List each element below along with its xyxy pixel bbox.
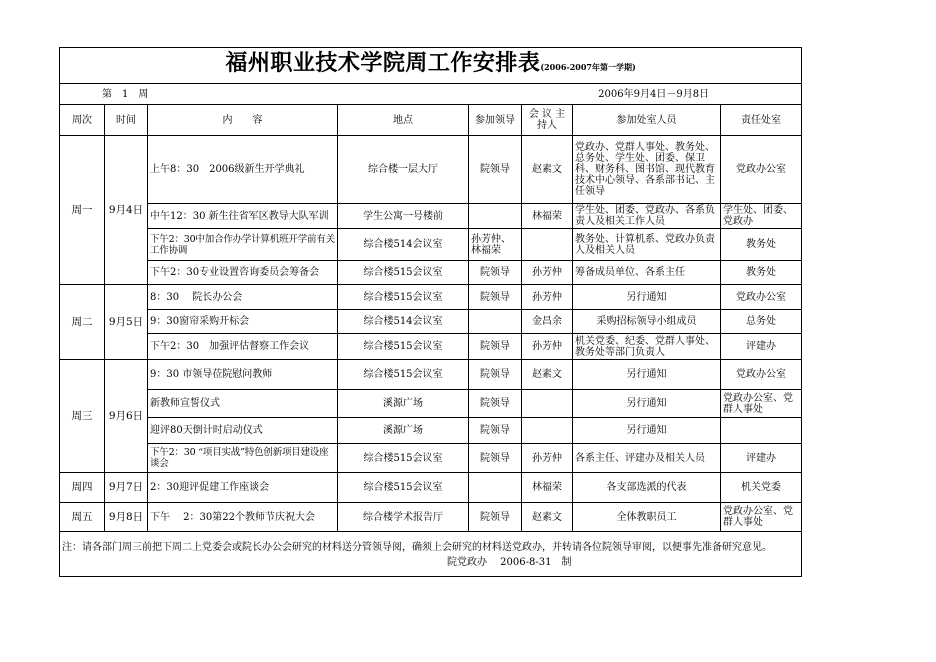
content-cell: 新教师宣誓仪式 [148, 390, 338, 418]
content-cell: 9：30窗帘采购开标会 [148, 310, 338, 334]
date-range: 2006年9月4日－9月8日 [598, 88, 710, 100]
host-cell: 金昌余 [522, 310, 573, 334]
host-cell: 孙芳仲 [522, 261, 573, 285]
depts-cell: 机关党委、纪委、党群人事处、教务处等部门负责人 [573, 334, 721, 360]
location-cell: 综合楼515会议室 [338, 360, 469, 390]
location-cell: 综合楼515会议室 [338, 261, 469, 285]
depts-cell: 另行通知 [573, 390, 721, 418]
depts-cell: 另行通知 [573, 360, 721, 390]
host-cell: 林福荣 [522, 473, 573, 503]
semester-label: (2006-2007年第一学期) [540, 62, 636, 72]
header-date: 时间 [105, 105, 148, 136]
content-cell: 下午2：30专业设置咨询委员会筹备会 [148, 261, 338, 285]
resp-cell: 机关党委 [721, 473, 802, 503]
content-cell: 下午2：30 加强评估督察工作会议 [148, 334, 338, 360]
location-cell: 综合楼515会议室 [338, 334, 469, 360]
host-cell [522, 390, 573, 418]
header-host: 会 议 主持人 [522, 105, 573, 136]
leader-cell: 院领导 [469, 390, 522, 418]
table-row [60, 444, 802, 473]
resp-cell: 党政办公室、党群人事处 [721, 503, 802, 532]
location-cell: 综合楼一层大厅 [338, 136, 469, 204]
table-row [60, 261, 802, 285]
leader-cell: 院领导 [469, 444, 522, 473]
table-row [60, 204, 802, 229]
table-row [60, 360, 802, 390]
leader-cell: 院领导 [469, 334, 522, 360]
leader-cell [469, 310, 522, 334]
depts-cell: 筹备成员单位、各系主任 [573, 261, 721, 285]
day-cell: 周三 [60, 360, 105, 473]
content-cell: 下午2：30 “项目实战”特色创新项目建设座谈会 [148, 444, 338, 473]
leader-cell [469, 204, 522, 229]
resp-cell: 党政办公室 [721, 360, 802, 390]
location-cell: 综合楼515会议室 [338, 285, 469, 310]
host-cell [522, 418, 573, 444]
resp-cell [721, 418, 802, 444]
depts-cell: 学生处、团委、党政办、各系负责人及相关工作人员 [573, 204, 721, 229]
title-cell [60, 48, 802, 84]
date-cell: 9月5日 [105, 285, 148, 360]
title-row [60, 48, 802, 84]
host-cell: 赵素文 [522, 360, 573, 390]
content-cell: 中午12：30 新生往省军区教导大队军训 [148, 204, 338, 229]
schedule-table [59, 47, 802, 577]
resp-cell: 评建办 [721, 444, 802, 473]
table-row [60, 136, 802, 204]
host-cell: 林福荣 [522, 204, 573, 229]
depts-cell: 各系主任、评建办及相关人员 [573, 444, 721, 473]
day-cell: 周四 [60, 473, 105, 503]
leader-cell: 院领导 [469, 503, 522, 532]
content-cell: 9：30 市领导莅院慰问教师 [148, 360, 338, 390]
resp-cell: 教务处 [721, 261, 802, 285]
header-resp: 责任处室 [721, 105, 802, 136]
content-cell: 下午 2：30第22个教师节庆祝大会 [148, 503, 338, 532]
depts-cell: 教务处、计算机系、党政办负责人及相关人员 [573, 229, 721, 261]
week-label: 第 1 周 [102, 88, 149, 100]
date-cell: 9月6日 [105, 360, 148, 473]
week-info-cell [60, 84, 802, 105]
location-cell: 综合楼学术报告厅 [338, 503, 469, 532]
date-cell: 9月4日 [105, 136, 148, 285]
leader-cell: 院领导 [469, 136, 522, 204]
resp-cell: 学生处、团委、党政办 [721, 204, 802, 229]
leader-cell: 院领导 [469, 418, 522, 444]
table-row [60, 418, 802, 444]
resp-cell: 教务处 [721, 229, 802, 261]
resp-cell: 党政办公室 [721, 136, 802, 204]
location-cell: 学生公寓一号楼前 [338, 204, 469, 229]
resp-cell: 党政办公室、党群人事处 [721, 390, 802, 418]
host-cell: 孙芳仲 [522, 334, 573, 360]
table-row [60, 473, 802, 503]
depts-cell: 另行通知 [573, 285, 721, 310]
header-leader: 参加领导 [469, 105, 522, 136]
page-title: 福州职业技术学院周工作安排表 [225, 50, 541, 76]
day-cell: 周二 [60, 285, 105, 360]
location-cell: 综合楼515会议室 [338, 444, 469, 473]
resp-cell: 评建办 [721, 334, 802, 360]
day-cell: 周一 [60, 136, 105, 285]
leader-cell: 院领导 [469, 261, 522, 285]
leader-cell: 院领导 [469, 360, 522, 390]
depts-cell: 各支部选派的代表 [573, 473, 721, 503]
table-row [60, 503, 802, 532]
host-cell [522, 229, 573, 261]
table-row [60, 285, 802, 310]
table-row [60, 334, 802, 360]
depts-cell: 党政办、党群人事处、教务处、总务处、学生处、团委、保卫科、财务科、图书馆、现代教育技术中心领导、各系部书记、主任领导 [573, 136, 721, 204]
note-cell [60, 532, 802, 577]
resp-cell: 党政办公室 [721, 285, 802, 310]
header-location: 地点 [338, 105, 469, 136]
content-cell: 迎评80天倒计时启动仪式 [148, 418, 338, 444]
location-cell: 溪源广场 [338, 390, 469, 418]
content-cell: 上午8：30 2006级新生开学典礼 [148, 136, 338, 204]
host-cell: 赵素文 [522, 136, 573, 204]
header-content: 内 容 [148, 105, 338, 136]
header-day: 周次 [60, 105, 105, 136]
location-cell: 综合楼514会议室 [338, 229, 469, 261]
table-row [60, 229, 802, 261]
week-info-row [60, 84, 802, 105]
note-row [60, 532, 802, 577]
content-cell: 8：30 院长办公会 [148, 285, 338, 310]
depts-cell: 采购招标领导小组成员 [573, 310, 721, 334]
leader-cell [469, 473, 522, 503]
header-depts: 参加处室人员 [573, 105, 721, 136]
host-cell: 孙芳仲 [522, 444, 573, 473]
location-cell: 综合楼514会议室 [338, 310, 469, 334]
location-cell: 综合楼515会议室 [338, 473, 469, 503]
resp-cell: 总务处 [721, 310, 802, 334]
leader-cell: 院领导 [469, 285, 522, 310]
date-cell: 9月8日 [105, 503, 148, 532]
content-cell: 下午2：30中加合作办学计算机班开学前有关工作协调 [148, 229, 338, 261]
depts-cell: 全体教职员工 [573, 503, 721, 532]
signature: 院党政办 2006-8-31 制 [447, 557, 572, 568]
day-cell: 周五 [60, 503, 105, 532]
leader-cell: 孙芳仲、林福荣 [469, 229, 522, 261]
note-text: 注：请各部门周三前把下周二上党委会或院长办公会研究的材料送分管领导阅，确须上会研究的材料送党政办，并转请各位院领导审阅，以便事先准备研究意见。 [62, 542, 772, 553]
table-row [60, 390, 802, 418]
header-row [60, 105, 802, 136]
host-cell: 孙芳仲 [522, 285, 573, 310]
depts-cell: 另行通知 [573, 418, 721, 444]
table-row [60, 310, 802, 334]
date-cell: 9月7日 [105, 473, 148, 503]
content-cell: 2：30迎评促建工作座谈会 [148, 473, 338, 503]
host-cell: 赵素文 [522, 503, 573, 532]
location-cell: 溪源广场 [338, 418, 469, 444]
